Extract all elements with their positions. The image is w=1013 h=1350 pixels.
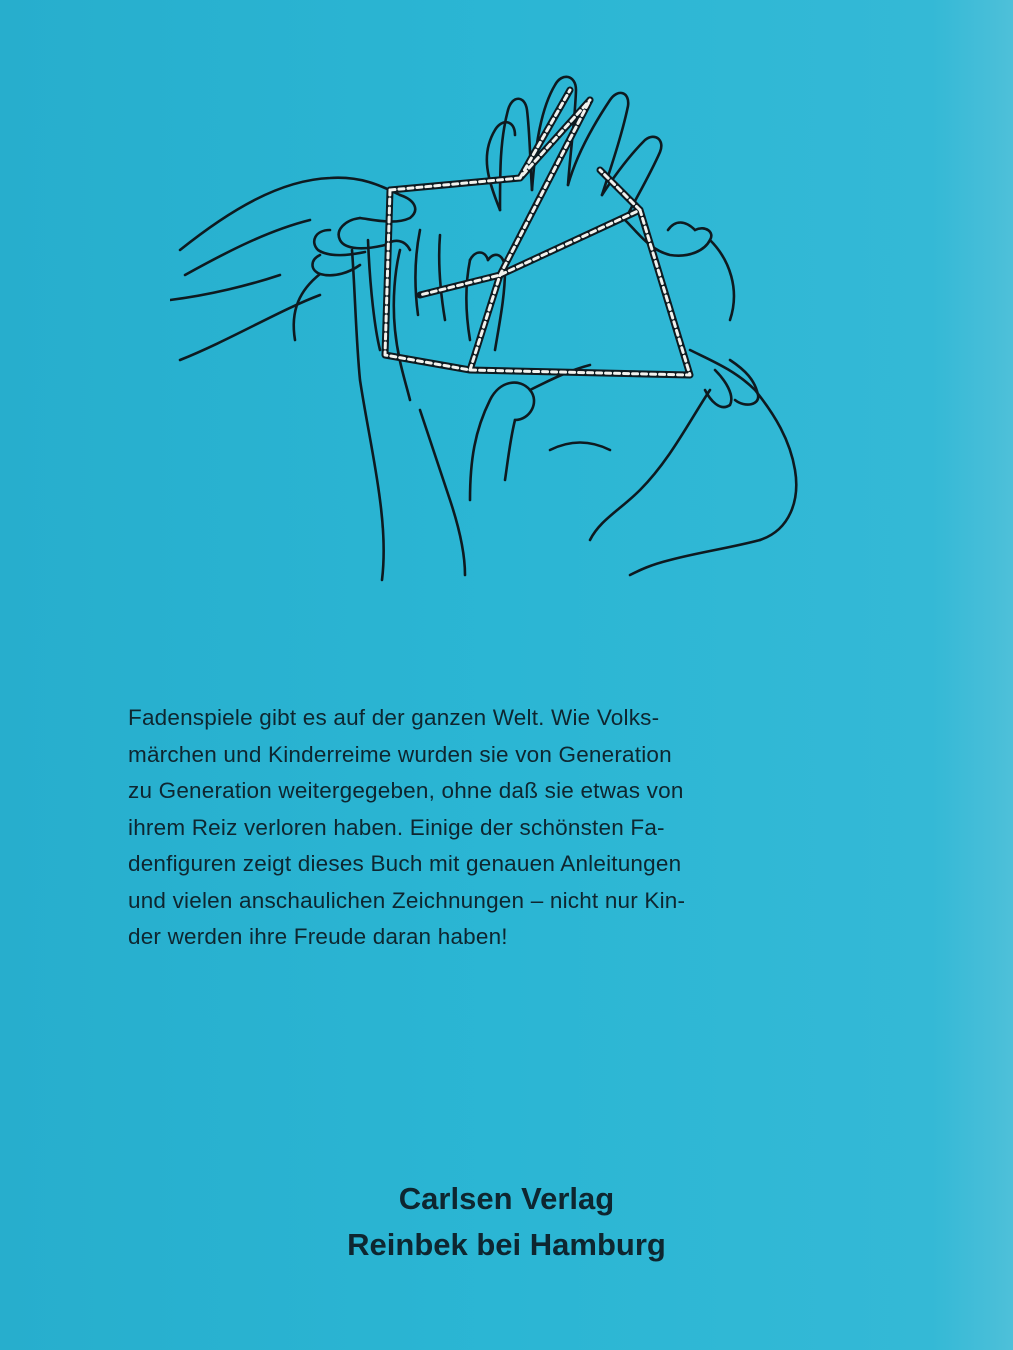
blurb-line: der werden ihre Freude daran haben! bbox=[128, 924, 508, 949]
blurb-line: Fadenspiele gibt es auf der ganzen Welt. Wie Volks- bbox=[128, 705, 660, 730]
publisher-name: Carlsen Verlag bbox=[398, 1181, 615, 1216]
blurb-line: und vielen anschaulichen Zeichnungen – nicht nur Kin- bbox=[128, 887, 686, 913]
blurb-text bbox=[128, 700, 868, 956]
hands-string-figure-icon bbox=[170, 60, 820, 590]
blurb-line: märchen und Kinderreime wurden sie von Generation bbox=[128, 741, 672, 767]
publisher-place: Reinbek bei Hamburg bbox=[347, 1227, 666, 1262]
publisher-block bbox=[0, 1176, 1013, 1268]
blurb-line: zu Generation weitergegeben, ohne daß sie etwas von bbox=[128, 778, 684, 803]
blurb-line: ihrem Reiz verloren haben. Einige der schönsten Fa- bbox=[128, 814, 665, 840]
blurb-line: denfiguren zeigt dieses Buch mit genauen Anleitungen bbox=[128, 851, 682, 876]
